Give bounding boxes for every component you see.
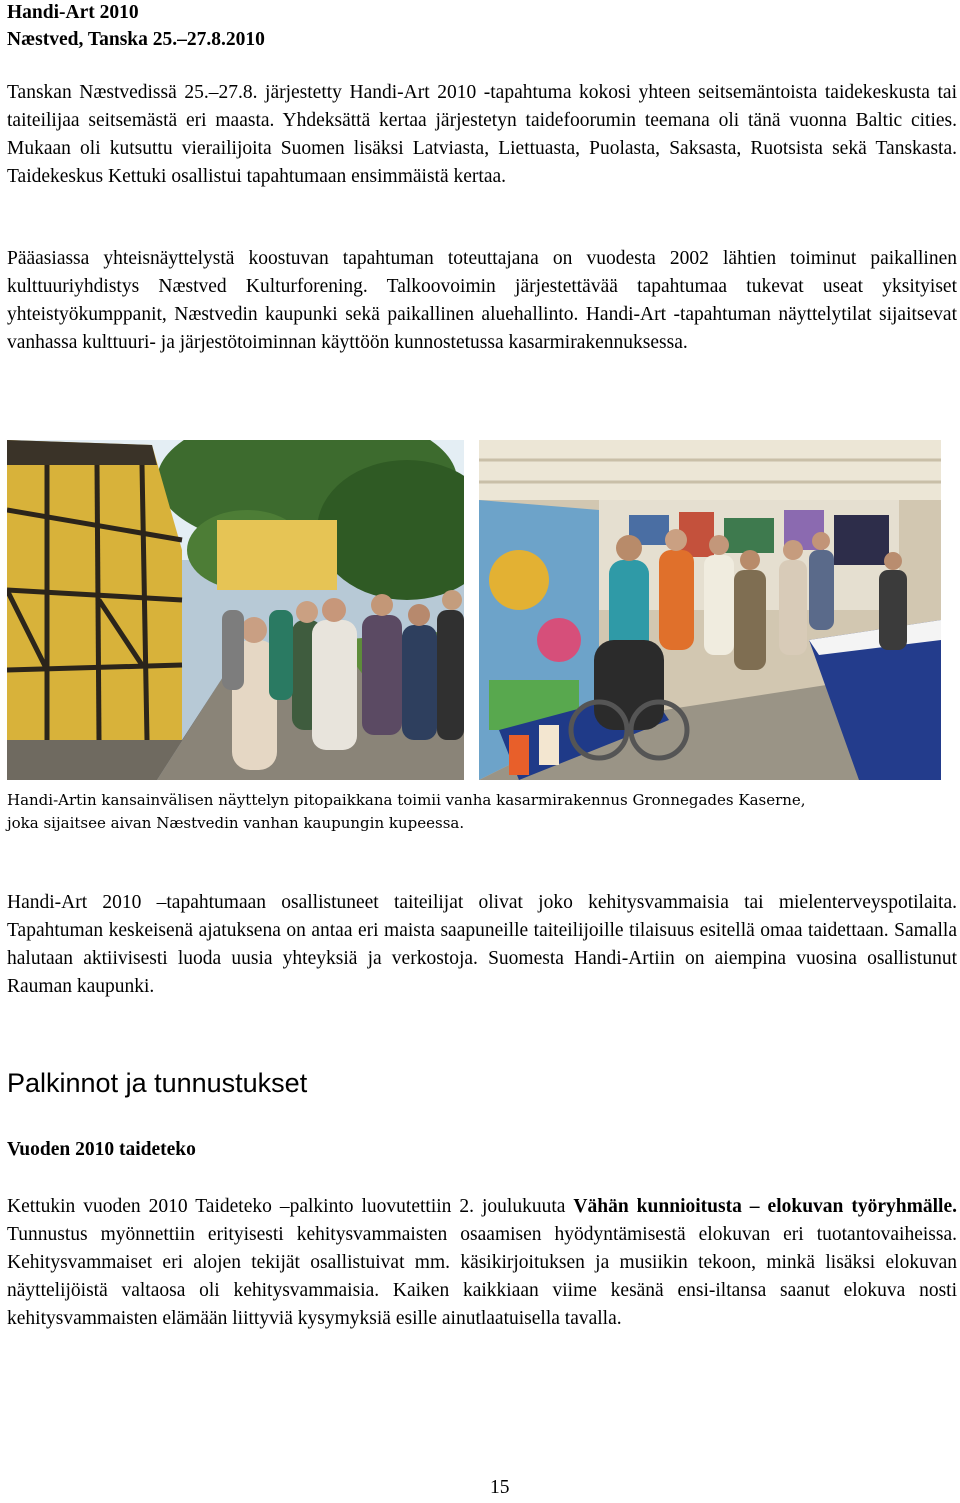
award-recipient: Vähän kunnioitusta – elokuvan työryhmälle. — [573, 1196, 957, 1217]
page-number: 15 — [490, 1477, 510, 1498]
award-text-continued: Tunnustus myönnettiin erityisesti kehitysvammaisten osaamisen hyödyntämisestä elokuvan eri tuotantovaiheissa. Kehitysvammaiset eri alojen tekijät osallistuivat mm. käsikirjoituksen ja musiikin tekoon, minkä lisäksi elokuvan näyttelijöistä valtaosa oli kehitysvammaisia. Kaiken kaikkiaan viime kesänä ensi-iltansa saanut elokuva nosti kehitysvammaisten elämään liittyviä kysymyksiä esille ainutlaatuisella tavalla. — [7, 1224, 957, 1329]
caption-line: Handi-Artin kansainvälisen näyttelyn pitopaikkana toimii vanha kasarmirakennus Gronnegades Kaserne, — [7, 791, 806, 809]
organizer-paragraph: Pääasiassa yhteisnäyttelystä koostuvan tapahtuman toteuttajana on vuodesta 2002 lähtien toiminut paikallinen kulttuuriyhdistys Næstved Kulturforening. Talkoovoimin järjestettävää tapahtumaa tukevat useat yksityiset yhteistyökumppanit, Næstvedin kaupunki sekä paikallinen aluehallinto. Handi-Art -tapahtuman näyttelytilat sijaitsevat vanhassa kulttuuri- ja järjestötoiminnan käyttöön kunnostetussa kasarmirakennuksessa. — [7, 248, 957, 353]
section-subheading: Vuoden 2010 taideteko — [7, 1139, 196, 1160]
street-photo — [7, 440, 464, 780]
exhibition-hall-photo — [479, 440, 941, 780]
document-subtitle: Næstved, Tanska 25.–27.8.2010 — [7, 29, 265, 50]
document-title: Handi-Art 2010 — [7, 2, 139, 23]
caption-line: joka sijaitsee aivan Næstvedin vanhan kaupungin kupeessa. — [7, 814, 465, 832]
award-paragraph — [7, 1193, 957, 1333]
photo-caption — [7, 789, 957, 835]
section-heading: Palkinnot ja tunnustukset — [7, 1068, 308, 1098]
participants-paragraph: Handi-Art 2010 –tapahtumaan osallistuneet taiteilijat olivat joko kehitysvammaisia tai mielenterveyspotilaita. Tapahtuman keskeisenä ajatuksena on antaa eri maista saapuneille taiteilijoille tilaisuus esitellä omaa taidettaan. Samalla halutaan aktiivisesti luoda uusia yhteyksiä ja verkostoja. Suomesta Handi-Artiin on aiempina vuosina osallistunut Rauman kaupunki. — [7, 892, 957, 997]
award-text: Kettukin vuoden 2010 Taideteko –palkinto luovutettiin 2. joulukuuta — [7, 1196, 574, 1217]
intro-paragraph: Tanskan Næstvedissä 25.–27.8. järjestetty Handi-Art 2010 -tapahtuma kokosi yhteen seitsemäntoista taidekeskusta tai taiteilijaa seitsemästä eri maasta. Yhdeksättä kertaa järjestetyn taidefoorumin teemana oli tänä vuonna Baltic cities. Mukaan oli kutsuttu vierailijoita Suomen lisäksi Latviasta, Liettuasta, Puolasta, Saksasta, Ruotsista sekä Tanskasta. Taidekeskus Kettuki osallistui tapahtumaan ensimmäistä kertaa. — [7, 82, 957, 187]
